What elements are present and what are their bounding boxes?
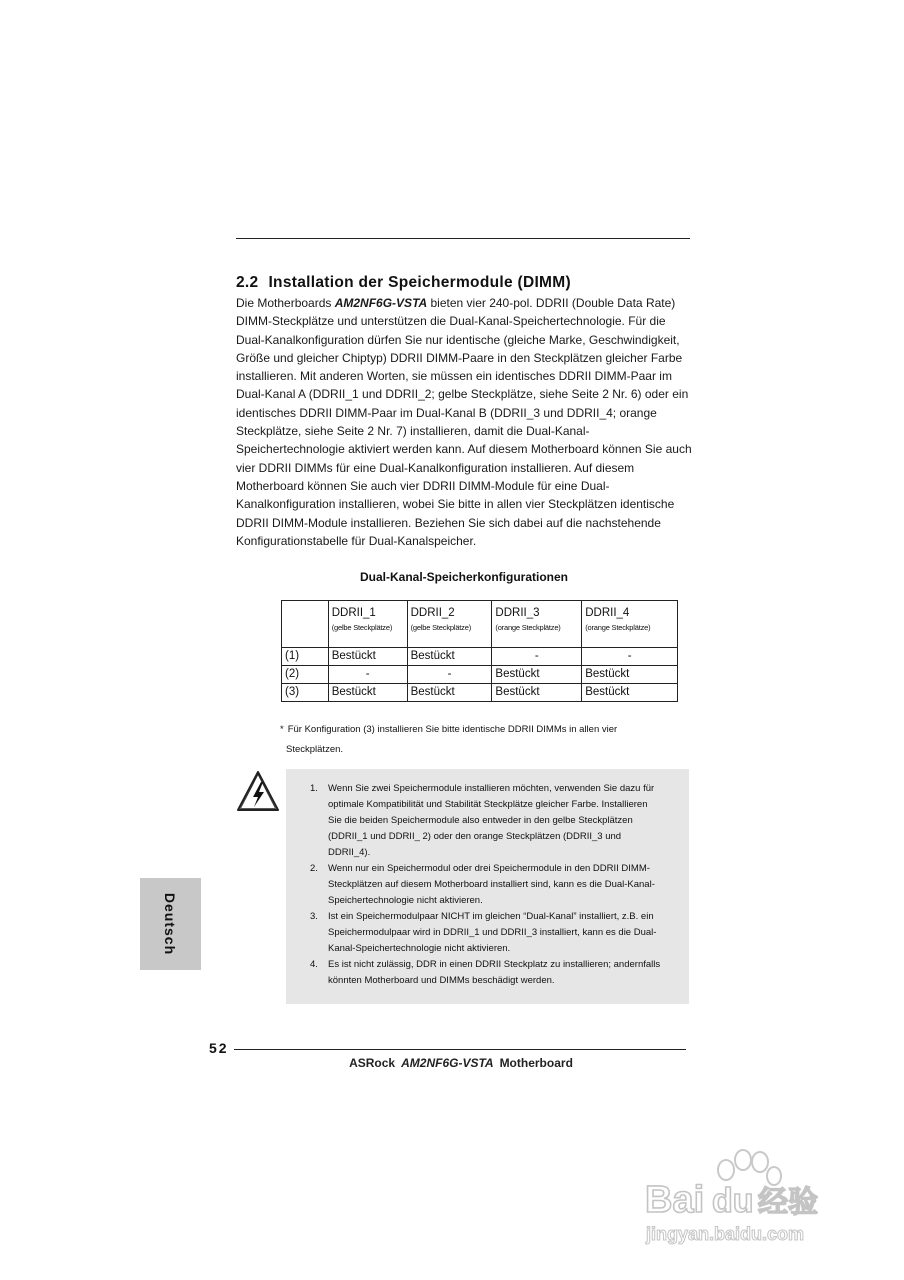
body-intro-before: Die Motherboards	[236, 296, 335, 310]
bottom-rule	[234, 1049, 686, 1050]
note-item-3	[310, 909, 662, 957]
column-label: DDRII_3	[495, 607, 540, 619]
footnote-line-2: Steckplätzen.	[286, 744, 344, 755]
page-number: 52	[209, 1040, 229, 1056]
language-label: Deutsch	[162, 892, 178, 956]
table-header-empty	[282, 601, 329, 648]
warning-lightning-icon	[236, 770, 280, 814]
table-title: Dual-Kanal-Speicherkonfigurationen	[359, 570, 569, 584]
column-label: DDRII_1	[331, 607, 376, 619]
body-model-name: AM2NF6G-VSTA	[334, 296, 428, 310]
table-cell: Bestückt	[407, 648, 492, 666]
table-cell: Bestückt	[492, 684, 582, 702]
note-text: Wenn Sie zwei Speichermodule installieren möchten, verwenden Sie dazu für optimale Kompatibilität und Stabilität Steckplätze gleicher Farbe. Installieren Sie die beiden Speichermodule also entweder in den gelbe Steckplätzen (DDRII_1 und DDRII_ 2) oder den orange Steckplätzen (DDRII_3 und DDRII_4).	[328, 783, 655, 858]
top-rule	[236, 238, 690, 239]
table-cell: Bestückt	[582, 684, 678, 702]
table-cell: Bestückt	[328, 648, 407, 666]
table-row	[282, 684, 678, 702]
table-header-ddrii-1	[328, 601, 407, 648]
column-sublabel: (orange Steckplätze)	[585, 623, 651, 632]
table-row	[282, 648, 678, 666]
row-id: (3)	[282, 684, 329, 702]
baidu-watermark	[640, 1140, 860, 1250]
table-cell: -	[407, 666, 492, 684]
footnote-star: *	[280, 724, 284, 735]
footer-brand-name: ASRock	[349, 1056, 396, 1070]
table-cell: Bestückt	[407, 684, 492, 702]
row-id: (1)	[282, 648, 329, 666]
footnote-line-1: Für Konfiguration (3) installieren Sie bitte identische DDRII DIMMs in allen vier	[287, 724, 618, 735]
watermark-logo-right: du	[712, 1182, 754, 1220]
note-box	[286, 769, 689, 1004]
body-intro-after: bieten vier 240-pol. DDRII (Double Data Rate) DIMM-Steckplätze und unterstützen die Dual-Kanal-Speichertechnologie. Für die Dual-Kanalkonfiguration dürfen Sie nur identische (gleiche Marke, Geschwindigkeit, Größe und gleicher Chiptyp) DDRII DIMM-Paare in den Steckplätzen gleicher Farbe installieren. Mit anderen Worten, sie müssen ein identisches DDRII DIMM-Paar im Dual-Kanal A (DDRII_1 und DDRII_2; gelbe Steckplätze, siehe Seite 2 Nr. 6) oder ein identisches DDRII DIMM-Paar im Dual-Kanal B (DDRII_3 und DDRII_4; orange Steckplätze, siehe Seite 2 Nr. 7) installieren, damit die Dual-Kanal-Speichertechnologie aktiviert werden kann. Auf diesem Motherboard können Sie auch vier DDRII DIMMs für eine Dual-Kanalkonfiguration installieren. Auf diesem Motherboard können Sie auch vier DDRII DIMM-Module für eine Dual-Kanalkonfiguration installieren, wobei Sie bitte in allen vier Steckplätzen identische DDRII DIMM-Module installieren. Beziehen Sie sich dabei auf die nachstehende Konfigurationstabelle für Dual-Kanalspeicher.	[236, 296, 692, 548]
table-cell: Bestückt	[492, 666, 582, 684]
footer-product: Motherboard	[499, 1056, 573, 1070]
note-item-4	[310, 957, 662, 989]
table-cell: -	[582, 648, 678, 666]
note-text: Wenn nur ein Speichermodul oder drei Speichermodule in den DDRII DIMM-Steckplätzen auf diesem Motherboard installiert sind, kann es die Dual-Kanal-Speichertechnologie nicht aktivieren.	[328, 863, 655, 906]
config-table	[281, 600, 678, 702]
note-text: Es ist nicht zulässig, DDR in einen DDRII Steckplatz zu installieren; andernfalls könnten Motherboard und DIMMs beschädigt werden.	[328, 959, 661, 986]
body-paragraph	[236, 294, 692, 550]
table-row	[282, 666, 678, 684]
note-number: 3.	[310, 911, 318, 922]
column-sublabel: (orange Steckplätze)	[495, 623, 561, 632]
watermark-logo-left: Bai	[645, 1179, 705, 1221]
section-title-text: Installation der Speichermodule (DIMM)	[268, 274, 571, 291]
table-cell: -	[328, 666, 407, 684]
language-side-tab	[140, 878, 201, 970]
note-number: 4.	[310, 959, 318, 970]
table-cell: -	[492, 648, 582, 666]
note-number: 1.	[310, 783, 318, 794]
column-sublabel: (gelbe Steckplätze)	[410, 623, 471, 632]
footer-brand	[236, 1056, 686, 1070]
watermark-logo-cn: 经验	[758, 1185, 818, 1220]
watermark-url: jingyan.baidu.com	[646, 1224, 805, 1244]
note-item-2	[310, 861, 662, 909]
table-header-row	[282, 601, 678, 648]
table-header-ddrii-3	[492, 601, 582, 648]
row-id: (2)	[282, 666, 329, 684]
column-label: DDRII_2	[410, 607, 455, 619]
table-header-ddrii-2	[407, 601, 492, 648]
table-cell: Bestückt	[582, 666, 678, 684]
footnote	[280, 720, 680, 760]
column-sublabel: (gelbe Steckplätze)	[331, 623, 393, 632]
section-number: 2.2	[236, 274, 259, 291]
column-label: DDRII_4	[585, 607, 630, 619]
note-text: Ist ein Speichermodulpaar NICHT im gleichen “Dual-Kanal” installiert, z.B. ein Speichermodulpaar wird in DDRII_1 und DDRII_3 installiert, kann es die Dual-Kanal-Speichertechnologie nicht aktivieren.	[328, 911, 657, 954]
section-title	[236, 274, 571, 292]
note-list	[310, 781, 662, 989]
note-number: 2.	[310, 863, 318, 874]
table-header-ddrii-4	[582, 601, 678, 648]
baidu-paw-icon	[718, 1150, 781, 1185]
note-item-1	[310, 781, 662, 861]
table-cell: Bestückt	[328, 684, 407, 702]
footer-model: AM2NF6G-VSTA	[401, 1056, 494, 1070]
